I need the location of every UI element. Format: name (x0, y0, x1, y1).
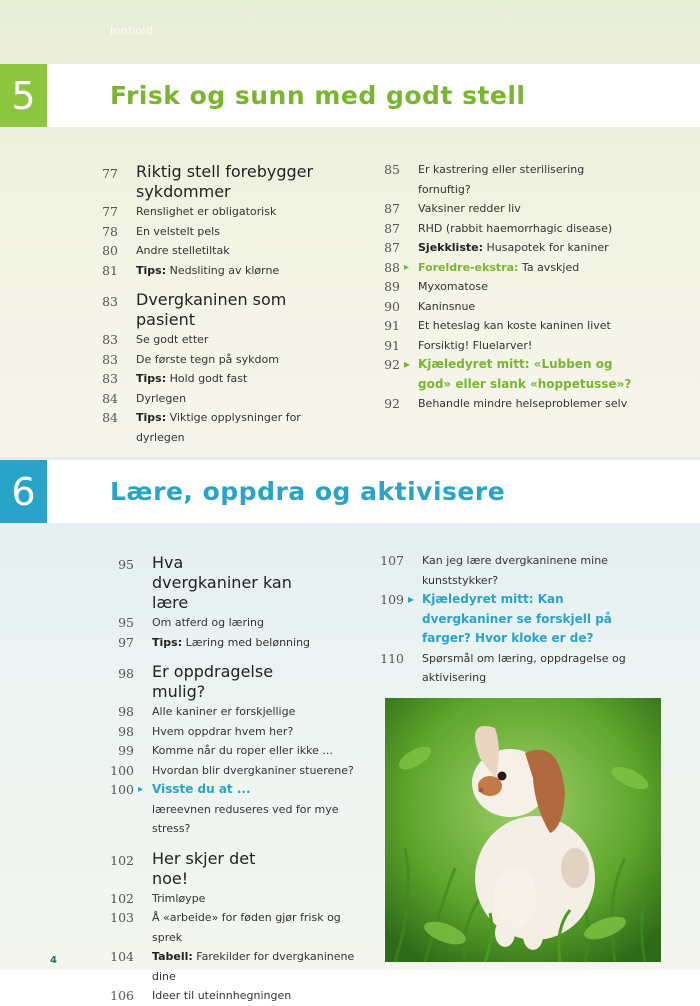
entry-title: Kjæledyret mitt: «Lubben og god» eller slank «hoppetusse»? (418, 357, 632, 391)
page-number-ref: 89 (384, 279, 400, 294)
entry-title: Vaksiner redder liv (418, 202, 521, 215)
toc-entry (100, 986, 370, 1006)
toc-entry (366, 219, 636, 239)
entry-title: De første tegn på sykdom (136, 352, 279, 366)
toc-entry (84, 241, 354, 261)
entry-title: Ideer til uteinnhegningen (152, 989, 292, 1002)
page-number-ref: 92 (384, 357, 400, 372)
page-number-ref: 107 (380, 553, 404, 568)
entry-title: Foreldre-ekstra: Ta avskjed (418, 260, 580, 274)
page-number-ref: 88 (384, 259, 400, 275)
entry-title: Kan jeg lære dvergkaninene mine kunststykker? (422, 554, 608, 587)
entry-title: Dvergkaninen som pasient (136, 290, 287, 329)
toc-entry (100, 889, 370, 909)
page-number-ref: 106 (110, 988, 134, 1003)
page-number-ref: 77 (102, 166, 118, 181)
page-number-ref: 102 (110, 890, 134, 906)
entry-title: RHD (rabbit haemorrhagic disease) (418, 221, 613, 235)
page-number-ref: 98 (118, 704, 134, 719)
page-number-ref: 87 (384, 220, 400, 236)
toc-entry (84, 330, 354, 350)
entry-title: Komme når du roper eller ikke ... (152, 744, 333, 757)
triangle-arrow-icon: ▸ (408, 592, 415, 606)
page-number-ref: 98 (118, 666, 134, 681)
page-number-ref: 95 (118, 615, 134, 630)
entry-title: Kjæledyret mitt: Kan dvergkaniner se forskjell på farger? Hvor kloke er de? (422, 592, 612, 645)
entry-prefix: Tips: (152, 635, 183, 649)
entry-title: Myxomatose (418, 280, 488, 293)
toc-entry (84, 261, 354, 281)
section5-number: 5 (0, 64, 47, 127)
entry-title: Er oppdragelse mulig? (152, 662, 274, 701)
entry-title: Spørsmål om læring, oppdragelse og aktivisering (422, 651, 626, 684)
page-number-ref: 87 (384, 201, 400, 216)
page-number-ref: 98 (118, 723, 134, 739)
entry-title: Dyrlegen (136, 391, 187, 405)
page-number-ref: 83 (102, 351, 118, 367)
entry-title: Visste du at ... læreevnen reduseres ved for mye stress? (152, 782, 339, 835)
entry-prefix: Sjekkliste: (418, 241, 483, 254)
entry-title: Alle kaniner er forskjellige (152, 705, 296, 718)
page-number-ref: 78 (102, 223, 118, 239)
toc-entry (100, 722, 370, 742)
entry-title: Er kastrering eller sterilisering fornuftig? (418, 163, 585, 196)
toc-entry (84, 408, 354, 447)
toc-entry (100, 741, 370, 761)
toc-entry (366, 199, 636, 219)
entry-title: Å «arbeide» for føden gjør frisk og sprek (152, 911, 341, 944)
rabbit-photo (385, 698, 661, 962)
page-number-ref: 83 (102, 332, 118, 347)
page-number-ref: 110 (380, 650, 404, 666)
entry-title: Andre stelletiltak (136, 244, 230, 257)
page-number-ref: 83 (102, 371, 118, 386)
page-number-ref: 87 (384, 240, 400, 255)
toc-entry (84, 369, 354, 389)
entry-title: Se godt etter (136, 333, 209, 346)
entry-title: Her skjer det noe! (152, 848, 256, 888)
running-header: Innhold (110, 24, 154, 37)
page-number-ref: 100 (110, 762, 134, 778)
toc-entry (100, 908, 370, 947)
toc-entry (366, 394, 636, 414)
page-number-ref: 91 (384, 318, 400, 333)
entry-title: Om atferd og læring (152, 616, 264, 629)
toc-entry (366, 355, 636, 394)
entry-title: Trimløype (152, 891, 206, 905)
page-number-ref: 95 (118, 557, 134, 572)
page-number-ref: 100 (110, 782, 134, 797)
toc-entry (366, 258, 636, 278)
entry-title: Behandle mindre helseproblemer selv (418, 397, 628, 410)
toc-entry (366, 316, 636, 336)
toc-entry (84, 350, 354, 370)
entry-title: Tips: Viktige opplysninger for dyrlegen (136, 411, 301, 444)
entry-title: Hvordan blir dvergkaniner stuerene? (152, 763, 354, 777)
toc-entry (84, 202, 354, 222)
entry-title: Hvem oppdrar hvem her? (152, 724, 294, 738)
entry-title: Sjekkliste: Husapotek for kaniner (418, 241, 609, 254)
page-number-ref: 83 (102, 294, 118, 309)
entry-title: Tips: Læring med belønning (152, 635, 311, 649)
toc-entry (370, 590, 640, 649)
page-number-ref: 80 (102, 243, 118, 258)
toc-entry (100, 780, 370, 839)
rabbit-illustration (385, 698, 661, 962)
toc-entry (100, 702, 370, 722)
entry-title: Kaninsnue (418, 299, 476, 313)
triangle-arrow-icon: ▸ (138, 784, 144, 795)
toc-heading (100, 662, 370, 702)
section5-right-column (366, 160, 636, 414)
section5-left-column (84, 162, 354, 447)
entry-title: Riktig stell forebygger sykdommer (136, 162, 314, 201)
entry-prefix: Tips: (136, 263, 167, 277)
toc-entry (366, 336, 636, 356)
entry-prefix: Foreldre-ekstra: (418, 260, 519, 274)
page-number-ref: 91 (384, 337, 400, 353)
page-number-ref: 85 (384, 162, 400, 177)
page-number-ref: 102 (110, 852, 134, 868)
page-number-ref: 104 (110, 949, 134, 964)
entry-prefix: Tips: (136, 372, 167, 385)
toc-entry (366, 238, 636, 258)
page-number: 4 (50, 955, 57, 966)
entry-title: Renslighet er obligatorisk (136, 205, 277, 218)
toc-entry (84, 222, 354, 242)
page-number-ref: 103 (110, 910, 134, 925)
toc-heading (100, 849, 370, 889)
toc-entry (100, 613, 370, 633)
toc-entry (370, 551, 640, 590)
page-number-ref: 109 (380, 592, 404, 607)
page-number-ref: 90 (384, 298, 400, 314)
page-number-ref: 92 (384, 396, 400, 411)
toc-entry (84, 389, 354, 409)
page-number-ref: 99 (118, 743, 134, 758)
section6-number: 6 (0, 460, 47, 523)
section5-title: Frisk og sunn med godt stell (110, 81, 526, 110)
section6-left-column (100, 553, 370, 1006)
toc-entry (100, 947, 370, 986)
entry-prefix: Tabell: (152, 950, 193, 963)
toc-heading (100, 553, 370, 613)
page-number-ref: 97 (118, 634, 134, 650)
page-number-ref: 84 (102, 410, 118, 425)
toc-heading (84, 290, 354, 330)
toc-entry (100, 761, 370, 781)
toc-entry (366, 160, 636, 199)
toc-heading (84, 162, 354, 202)
page-number-ref: 77 (102, 204, 118, 219)
page-number-ref: 84 (102, 390, 118, 406)
page-number-ref: 81 (102, 262, 118, 278)
entry-prefix: Visste du at ... (152, 782, 251, 796)
entry-title: Tips: Nedsliting av klørne (136, 263, 280, 277)
entry-title: Hva dvergkaniner kan lære (152, 553, 292, 612)
entry-prefix: Tips: (136, 411, 167, 424)
toc-entry (370, 649, 640, 688)
triangle-arrow-icon: ▸ (404, 357, 411, 371)
toc-entry (366, 297, 636, 317)
toc-entry (100, 633, 370, 653)
section6-title: Lære, oppdra og aktivisere (110, 477, 506, 506)
triangle-arrow-icon: ▸ (404, 261, 410, 273)
entry-title: En velstelt pels (136, 224, 220, 238)
entry-title: Tips: Hold godt fast (136, 372, 248, 385)
section6-right-column (370, 551, 640, 688)
entry-title: Tabell: Farekilder for dvergkaninene dine (152, 950, 355, 983)
entry-title: Et heteslag kan koste kaninen livet (418, 319, 611, 332)
toc-entry (366, 277, 636, 297)
entry-title: Forsiktig! Fluelarver! (418, 338, 533, 352)
